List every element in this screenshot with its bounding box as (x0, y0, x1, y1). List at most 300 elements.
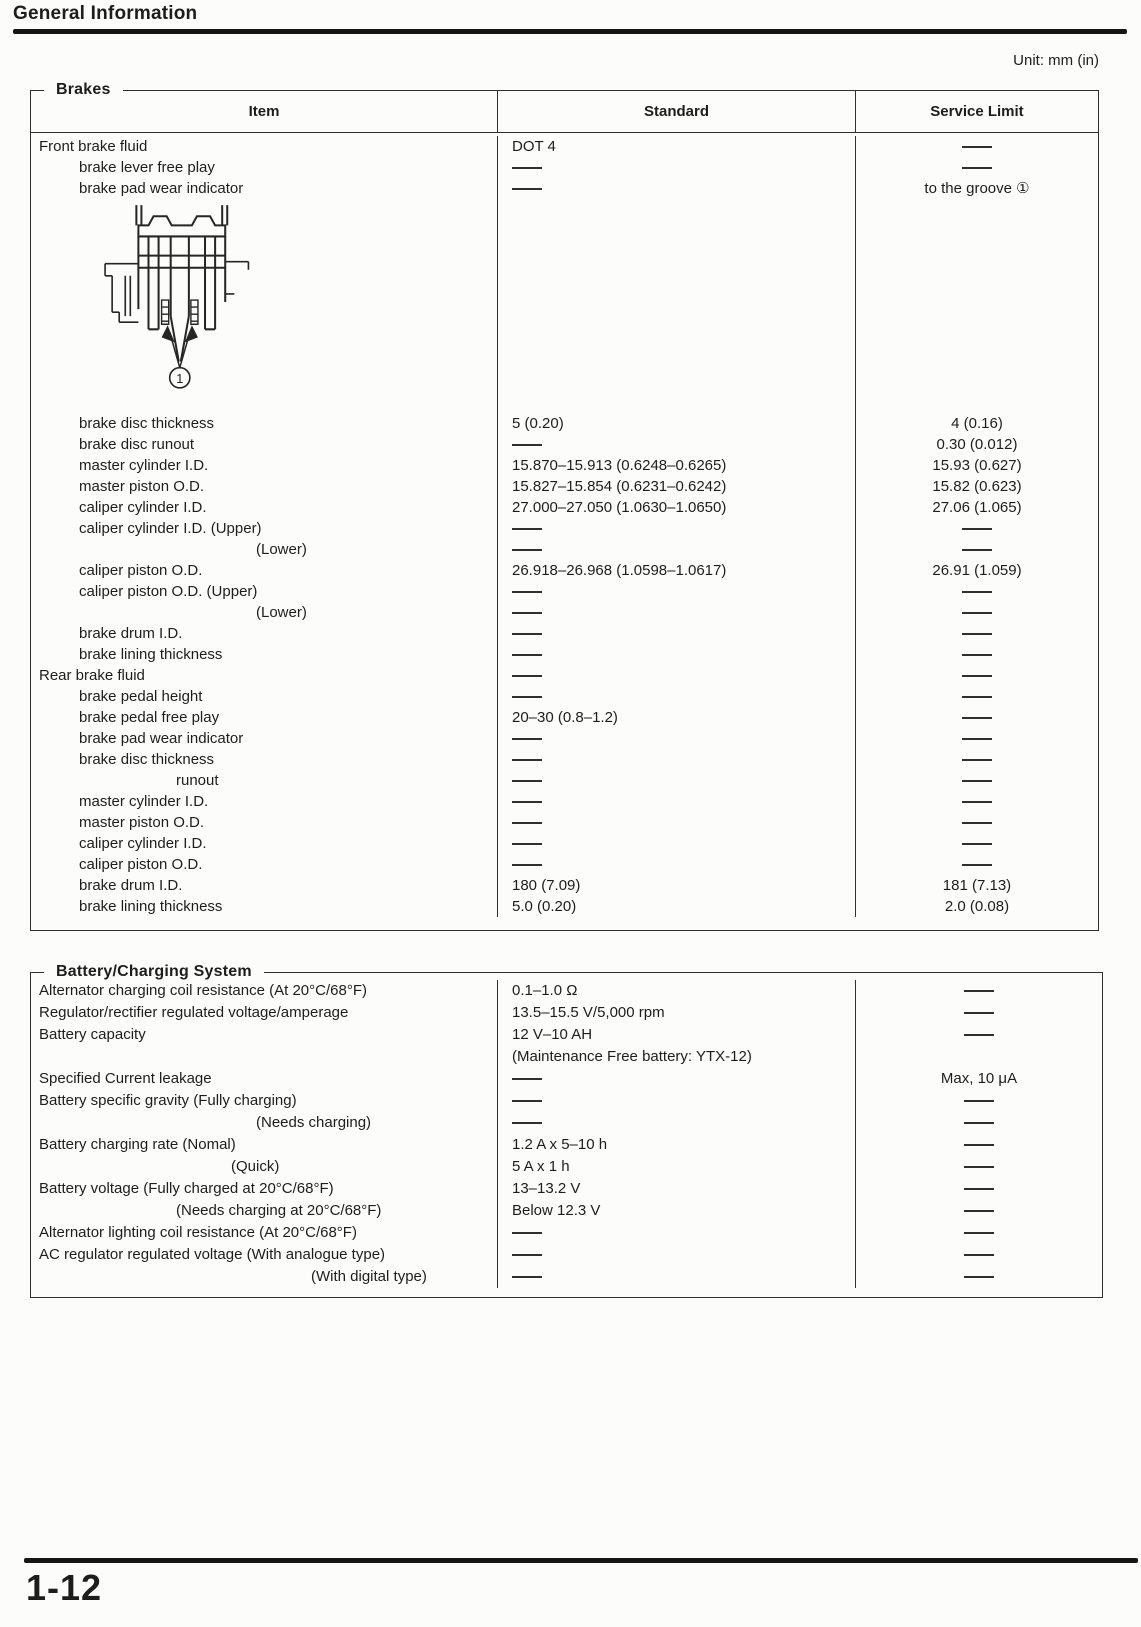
standard-cell-text: Below 12.3 V (512, 1202, 601, 1219)
item-cell (31, 707, 497, 728)
item-cell-text: brake lever free play (79, 158, 215, 176)
spec-row (31, 644, 1098, 665)
service-limit-cell (855, 1266, 1102, 1288)
no-spec-dash (962, 654, 992, 656)
service-limit-cell (855, 1244, 1102, 1266)
service-limit-cell (855, 413, 1098, 434)
no-spec-dash (962, 549, 992, 551)
service-limit-cell (855, 980, 1102, 1002)
page-number: 1-12 (26, 1567, 103, 1608)
item-cell (31, 1134, 497, 1156)
service-limit-cell-text: 2.0 (0.08) (944, 897, 1010, 915)
item-cell-text: Rear brake fluid (39, 666, 145, 684)
service-limit-cell-text: 181 (7.13) (942, 876, 1012, 894)
no-spec-dash (512, 1100, 542, 1102)
title-rule (13, 29, 1127, 34)
standard-cell (497, 1222, 855, 1244)
standard-cell (497, 1090, 855, 1112)
no-spec-dash (962, 801, 992, 803)
no-spec-dash (964, 1276, 994, 1278)
service-limit-cell (855, 812, 1098, 833)
service-limit-cell (855, 749, 1098, 770)
no-spec-dash (512, 444, 542, 446)
spec-row (31, 875, 1098, 896)
spec-row (31, 1134, 1102, 1156)
service-limit-cell (855, 623, 1098, 644)
no-spec-dash (962, 696, 992, 698)
item-cell-text: Alternator charging coil resistance (At 20°C/68°F) (39, 982, 367, 999)
no-spec-dash (512, 633, 542, 635)
spec-row (31, 833, 1098, 854)
item-cell (31, 497, 497, 518)
standard-cell-text: 0.1–1.0 Ω (512, 982, 578, 999)
item-cell-text: Alternator lighting coil resistance (At 20°C/68°F) (39, 1224, 357, 1241)
no-spec-dash (512, 1254, 542, 1256)
spec-row (31, 157, 1098, 178)
service-limit-cell (855, 434, 1098, 455)
footer-rule (24, 1558, 1138, 1563)
spec-row (31, 178, 1098, 199)
standard-cell (497, 623, 855, 644)
item-cell (31, 1090, 497, 1112)
item-cell-text: Battery capacity (39, 1026, 146, 1043)
standard-cell (497, 875, 855, 896)
item-cell (31, 1002, 497, 1024)
standard-cell (497, 665, 855, 686)
caliper-cross-section-drawing (97, 203, 309, 391)
spec-row (31, 665, 1098, 686)
service-limit-cell (855, 1200, 1102, 1222)
no-spec-dash (964, 1188, 994, 1190)
item-cell-text: AC regulator regulated voltage (With analogue type) (39, 1246, 386, 1263)
spec-row (31, 1046, 1102, 1068)
no-spec-dash (512, 843, 542, 845)
item-cell (31, 476, 497, 497)
item-cell-text: master piston O.D. (79, 813, 205, 831)
no-spec-dash (962, 864, 992, 866)
item-cell-text: Battery charging rate (Nomal) (39, 1136, 236, 1153)
item-cell-text: caliper cylinder I.D. (Upper) (79, 519, 262, 537)
spec-row (31, 1222, 1102, 1244)
service-limit-cell (855, 581, 1098, 602)
standard-cell-text: 13.5–15.5 V/5,000 rpm (512, 1004, 665, 1021)
item-cell (31, 581, 497, 602)
standard-cell (497, 178, 855, 199)
diagram-cell (31, 199, 497, 413)
item-cell (31, 1112, 497, 1134)
item-cell-text: Regulator/rectifier regulated voltage/amperage (39, 1004, 349, 1021)
no-spec-dash (964, 1100, 994, 1102)
standard-cell-text: 5 (0.20) (512, 414, 564, 432)
no-spec-dash (964, 1232, 994, 1234)
no-spec-dash (962, 780, 992, 782)
item-cell (31, 812, 497, 833)
item-cell-text: brake pedal free play (79, 708, 220, 726)
no-spec-dash (512, 167, 542, 169)
standard-cell (497, 1024, 855, 1046)
standard-cell (497, 1002, 855, 1024)
item-cell (31, 413, 497, 434)
spec-row (31, 602, 1098, 623)
item-cell (31, 1156, 497, 1178)
spec-row (31, 623, 1098, 644)
service-limit-cell-text: 0.30 (0.012) (936, 435, 1018, 453)
spec-row (31, 518, 1098, 539)
item-cell (31, 728, 497, 749)
standard-cell (497, 560, 855, 581)
standard-cell (497, 1244, 855, 1266)
spec-row (31, 434, 1098, 455)
standard-cell (497, 1134, 855, 1156)
standard-cell (497, 136, 855, 157)
spec-row (31, 136, 1098, 157)
spec-row (31, 728, 1098, 749)
spec-row (31, 812, 1098, 833)
page-title: General Information (13, 3, 198, 24)
no-spec-dash (512, 780, 542, 782)
standard-cell (497, 686, 855, 707)
item-cell-text: (With digital type) (311, 1268, 427, 1285)
item-cell (31, 749, 497, 770)
spec-row (31, 1068, 1102, 1090)
spec-row (31, 1156, 1102, 1178)
standard-cell (497, 413, 855, 434)
item-cell-text: caliper cylinder I.D. (79, 498, 207, 516)
no-spec-dash (512, 1276, 542, 1278)
item-cell-text: runout (176, 771, 219, 789)
spec-row (31, 413, 1098, 434)
item-cell-text: brake disc runout (79, 435, 195, 453)
spec-row (31, 581, 1098, 602)
spec-row (31, 749, 1098, 770)
no-spec-dash (512, 696, 542, 698)
item-cell (31, 518, 497, 539)
item-cell-text: brake disc thickness (79, 750, 215, 768)
standard-cell (497, 791, 855, 812)
standard-cell (497, 1178, 855, 1200)
standard-cell (497, 539, 855, 560)
spec-row (31, 707, 1098, 728)
no-spec-dash (962, 146, 992, 148)
service-limit-cell-text: to the groove ① (924, 179, 1030, 197)
item-cell-text: Front brake fluid (39, 137, 148, 155)
standard-cell (497, 455, 855, 476)
standard-cell (497, 728, 855, 749)
item-cell-text: Specified Current leakage (39, 1070, 212, 1087)
item-cell (31, 157, 497, 178)
item-cell-text: caliper piston O.D. (Upper) (79, 582, 258, 600)
service-limit-cell (855, 1024, 1102, 1046)
standard-cell-text: 27.000–27.050 (1.0630–1.0650) (512, 498, 727, 516)
standard-cell (497, 602, 855, 623)
item-cell-text: master piston O.D. (79, 477, 205, 495)
service-limit-cell (855, 644, 1098, 665)
item-cell-text: brake drum I.D. (79, 876, 183, 894)
spec-row (31, 1024, 1102, 1046)
no-spec-dash (512, 549, 542, 551)
service-limit-cell (855, 875, 1098, 896)
item-cell (31, 178, 497, 199)
brake-pad-wear-indicator-diagram (97, 203, 309, 396)
service-limit-cell (855, 518, 1098, 539)
spec-row (31, 539, 1098, 560)
standard-cell (497, 518, 855, 539)
service-limit-cell (855, 1068, 1102, 1090)
no-spec-dash (964, 1034, 994, 1036)
service-limit-cell (855, 1178, 1102, 1200)
item-cell (31, 833, 497, 854)
spec-row (31, 1002, 1102, 1024)
service-limit-cell (855, 686, 1098, 707)
service-limit-cell (855, 728, 1098, 749)
standard-cell (497, 1068, 855, 1090)
item-cell (31, 686, 497, 707)
service-limit-cell (855, 896, 1098, 917)
spec-row (31, 1112, 1102, 1134)
item-cell-text: (Quick) (231, 1158, 280, 1175)
column-header-standard: Standard (497, 91, 855, 132)
no-spec-dash (964, 1210, 994, 1212)
standard-cell (497, 476, 855, 497)
service-limit-cell (855, 476, 1098, 497)
standard-cell (497, 199, 855, 413)
brakes-table-header (31, 91, 1098, 133)
spec-row (31, 199, 1098, 413)
service-limit-cell (855, 1090, 1102, 1112)
standard-cell (497, 854, 855, 875)
standard-cell (497, 770, 855, 791)
item-cell (31, 665, 497, 686)
standard-cell-text: 20–30 (0.8–1.2) (512, 708, 618, 726)
standard-cell (497, 434, 855, 455)
no-spec-dash (512, 1122, 542, 1124)
service-limit-cell-text: 15.82 (0.623) (932, 477, 1022, 495)
item-cell-text: (Lower) (256, 603, 307, 621)
item-cell (31, 980, 497, 1002)
item-cell (31, 1178, 497, 1200)
standard-cell-text: DOT 4 (512, 137, 556, 155)
column-header-service-limit: Service Limit (855, 91, 1098, 132)
service-limit-cell (855, 770, 1098, 791)
no-spec-dash (512, 759, 542, 761)
item-cell (31, 896, 497, 917)
item-cell (31, 623, 497, 644)
item-cell (31, 560, 497, 581)
item-cell-text: brake pad wear indicator (79, 729, 244, 747)
item-cell (31, 1266, 497, 1288)
no-spec-dash (964, 1254, 994, 1256)
no-spec-dash (512, 864, 542, 866)
no-spec-dash (512, 654, 542, 656)
item-cell (31, 770, 497, 791)
spec-row (31, 791, 1098, 812)
service-limit-cell (855, 157, 1098, 178)
item-cell (31, 455, 497, 476)
item-cell-text: brake lining thickness (79, 897, 223, 915)
no-spec-dash (964, 1166, 994, 1168)
service-limit-cell (855, 136, 1098, 157)
item-cell-text: (Needs charging at 20°C/68°F) (176, 1202, 382, 1219)
no-spec-dash (512, 822, 542, 824)
item-cell-text: Battery specific gravity (Fully charging) (39, 1092, 297, 1109)
standard-cell-text: 1.2 A x 5–10 h (512, 1136, 608, 1153)
spec-row (31, 560, 1098, 581)
spec-row (31, 476, 1098, 497)
standard-cell-text: 180 (7.09) (512, 876, 581, 894)
no-spec-dash (512, 612, 542, 614)
service-limit-cell (855, 833, 1098, 854)
standard-cell-text: 5.0 (0.20) (512, 897, 577, 915)
no-spec-dash (512, 591, 542, 593)
column-header-item: Item (248, 103, 280, 120)
standard-cell (497, 707, 855, 728)
item-cell (31, 1200, 497, 1222)
spec-row (31, 1090, 1102, 1112)
item-cell (31, 1046, 497, 1068)
no-spec-dash (962, 738, 992, 740)
item-cell-text: brake lining thickness (79, 645, 223, 663)
spec-row (31, 455, 1098, 476)
item-cell (31, 644, 497, 665)
service-limit-cell-text: 15.93 (0.627) (932, 456, 1022, 474)
standard-cell (497, 1200, 855, 1222)
standard-cell-text: 15.827–15.854 (0.6231–0.6242) (512, 477, 727, 495)
item-cell-text: (Lower) (256, 540, 307, 558)
standard-cell (497, 812, 855, 833)
standard-cell (497, 1156, 855, 1178)
standard-cell (497, 749, 855, 770)
standard-cell-text: 13–13.2 V (512, 1180, 581, 1197)
no-spec-dash (962, 759, 992, 761)
spec-row (31, 686, 1098, 707)
item-cell-text: caliper piston O.D. (79, 855, 203, 873)
standard-cell (497, 1046, 855, 1068)
no-spec-dash (512, 738, 542, 740)
standard-cell (497, 644, 855, 665)
standard-cell (497, 980, 855, 1002)
standard-cell (497, 157, 855, 178)
no-spec-dash (962, 591, 992, 593)
item-cell-text: master cylinder I.D. (79, 792, 209, 810)
standard-cell (497, 1112, 855, 1134)
standard-cell-text: 5 A x 1 h (512, 1158, 570, 1175)
item-cell (31, 1244, 497, 1266)
service-limit-cell (855, 791, 1098, 812)
spec-row (31, 1244, 1102, 1266)
no-spec-dash (512, 188, 542, 190)
item-cell (31, 1068, 497, 1090)
no-spec-dash (512, 801, 542, 803)
brakes-table (30, 81, 1099, 931)
battery-section-label: Battery/Charging System (44, 962, 264, 982)
service-limit-cell (855, 1156, 1102, 1178)
item-cell (31, 539, 497, 560)
service-limit-cell (855, 707, 1098, 728)
battery-charging-table (30, 963, 1103, 1298)
standard-cell-text: 26.918–26.968 (1.0598–1.0617) (512, 561, 727, 579)
no-spec-dash (962, 717, 992, 719)
spec-row (31, 980, 1102, 1002)
item-cell (31, 854, 497, 875)
no-spec-dash (962, 167, 992, 169)
service-limit-cell (855, 455, 1098, 476)
no-spec-dash (962, 822, 992, 824)
service-limit-cell (855, 1134, 1102, 1156)
brakes-table-body (31, 133, 1098, 917)
service-limit-cell (855, 1222, 1102, 1244)
service-limit-cell-text: 26.91 (1.059) (932, 561, 1022, 579)
standard-cell (497, 497, 855, 518)
item-cell (31, 875, 497, 896)
no-spec-dash (964, 1122, 994, 1124)
item-cell (31, 791, 497, 812)
item-cell-text: caliper cylinder I.D. (79, 834, 207, 852)
service-limit-cell-text: 4 (0.16) (951, 414, 1003, 432)
no-spec-dash (964, 990, 994, 992)
item-cell-text: master cylinder I.D. (79, 456, 209, 474)
no-spec-dash (512, 528, 542, 530)
no-spec-dash (512, 675, 542, 677)
item-cell (31, 434, 497, 455)
battery-table-body (31, 973, 1102, 1288)
no-spec-dash (962, 633, 992, 635)
no-spec-dash (964, 1012, 994, 1014)
no-spec-dash (962, 528, 992, 530)
standard-cell (497, 581, 855, 602)
item-cell-text: brake disc thickness (79, 414, 215, 432)
standard-cell (497, 1266, 855, 1288)
service-limit-cell (855, 602, 1098, 623)
no-spec-dash (512, 1232, 542, 1234)
no-spec-dash (512, 1078, 542, 1080)
item-cell-text: Battery voltage (Fully charged at 20°C/68°F) (39, 1180, 334, 1197)
callout-number: 1 (176, 370, 184, 386)
spec-row (31, 1178, 1102, 1200)
spec-row (31, 1200, 1102, 1222)
standard-cell-text: (Maintenance Free battery: YTX-12) (512, 1048, 752, 1065)
spec-row (31, 497, 1098, 518)
spec-row (31, 896, 1098, 917)
spec-row (31, 1266, 1102, 1288)
item-cell (31, 136, 497, 157)
item-cell (31, 1024, 497, 1046)
standard-cell (497, 896, 855, 917)
no-spec-dash (962, 843, 992, 845)
item-cell-text: caliper piston O.D. (79, 561, 203, 579)
service-limit-cell (855, 1112, 1102, 1134)
service-limit-cell (855, 854, 1098, 875)
service-limit-cell-text: 27.06 (1.065) (932, 498, 1022, 516)
service-limit-cell (855, 178, 1098, 199)
no-spec-dash (964, 1144, 994, 1146)
unit-label: Unit: mm (in) (1013, 52, 1099, 69)
spec-row (31, 854, 1098, 875)
item-cell-text: brake drum I.D. (79, 624, 183, 642)
service-limit-cell (855, 665, 1098, 686)
standard-cell-text: 15.870–15.913 (0.6248–0.6265) (512, 456, 727, 474)
service-limit-cell (855, 539, 1098, 560)
service-limit-cell (855, 199, 1098, 413)
service-limit-cell (855, 1002, 1102, 1024)
item-cell-text: brake pad wear indicator (79, 179, 244, 197)
service-limit-cell-text: Max, 10 μA (940, 1070, 1018, 1087)
standard-cell (497, 833, 855, 854)
service-limit-cell (855, 560, 1098, 581)
no-spec-dash (962, 675, 992, 677)
standard-cell-text: 12 V–10 AH (512, 1026, 593, 1043)
no-spec-dash (962, 612, 992, 614)
service-limit-cell (855, 497, 1098, 518)
